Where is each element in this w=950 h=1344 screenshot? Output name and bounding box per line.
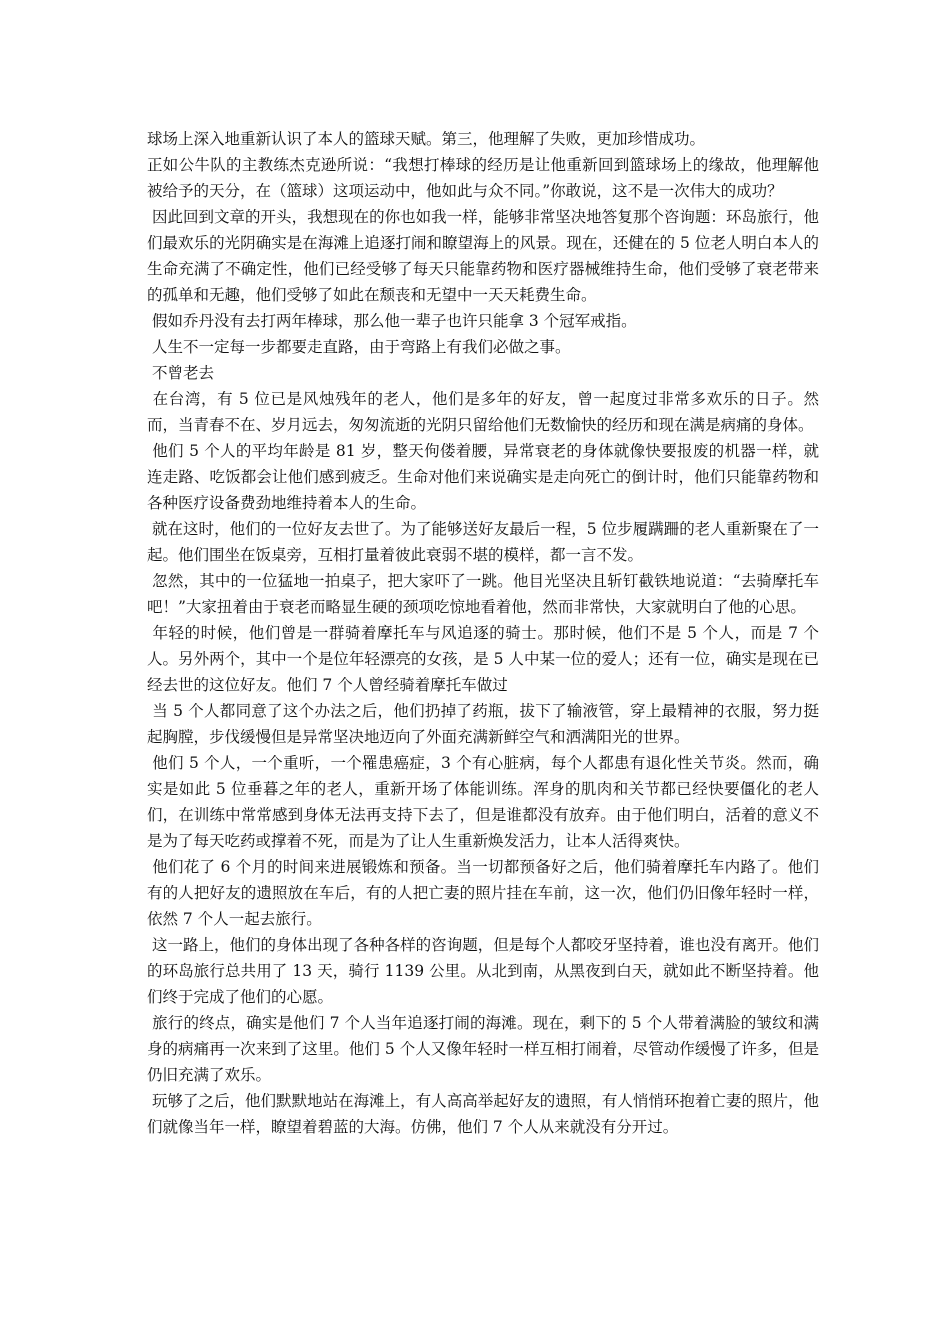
paragraph: 人生不一定每一步都要走直路，由于弯路上有我们必做之事。 — [147, 338, 571, 356]
paragraph: 这一路上，他们的身体出现了各种各样的咨询题，但是每个人都咬牙坚持着，谁也没有离开。他们的环岛旅行总共用了 13 天，骑行 1139 公里。从北到南，从黑夜到白天，就如此不断坚持着。他们终于完成了他们的心愿。 — [147, 936, 819, 1006]
paragraph: 他们花了 6 个月的时间来进展锻炼和预备。当一切都预备好之后，他们骑着摩托车内路了。他们有的人把好友的遗照放在车后，有的人把亡妻的照片挂在车前，这一次，他们仍旧像年轻时一样，依然 7 个人一起去旅行。 — [147, 858, 819, 928]
paragraph: 他们 5 个人，一个重听，一个罹患癌症，3 个有心脏病，每个人都患有退化性关节炎。然而，确实是如此 5 位垂暮之年的老人，重新开场了体能训练。浑身的肌肉和关节都已经快要僵化的老人们，在训练中常常感到身体无法再支持下去了，但是谁都没有放弃。由于他们明白，活着的意义不是为了每天吃药或撑着不死，而是为了让人生重新焕发活力，让本人活得爽快。 — [147, 754, 819, 850]
paragraph: 忽然，其中的一位猛地一拍桌子，把大家吓了一跳。他目光坚决且斩钉截铁地说道：“去骑摩托车吧！”大家扭着由于衰老而略显生硬的颈项吃惊地看着他，然而非常快，大家就明白了他的心思。 — [147, 572, 819, 616]
paragraph: 就在这时，他们的一位好友去世了。为了能够送好友最后一程，5 位步履蹒跚的老人重新聚在了一起。他们围坐在饭桌旁，互相打量着彼此衰弱不堪的模样，都一言不发。 — [147, 520, 819, 564]
paragraph: 假如乔丹没有去打两年棒球，那么他一辈子也许只能拿 3 个冠军戒指。 — [147, 312, 637, 330]
paragraph: 球场上深入地重新认识了本人的篮球天赋。第三，他理解了失败，更加珍惜成功。 — [147, 130, 706, 148]
paragraph: 当 5 个人都同意了这个办法之后，他们扔掉了药瓶，拔下了输液管，穿上最精神的衣服，努力挺起胸膛，步伐缓慢但是异常坚决地迈向了外面充满新鲜空气和洒满阳光的世界。 — [147, 702, 819, 746]
paragraph: 玩够了之后，他们默默地站在海滩上，有人高高举起好友的遗照，有人悄悄环抱着亡妻的照片，他们就像当年一样，瞭望着碧蓝的大海。仿佛，他们 7 个人从来就没有分开过。 — [147, 1092, 819, 1136]
paragraph: 他们 5 个人的平均年龄是 81 岁，整天佝偻着腰，异常衰老的身体就像快要报废的机器一样，就连走路、吃饭都会让他们感到疲乏。生命对他们来说确实是走向死亡的倒计时，他们只能靠药物和各种医疗设备费劲地维持着本人的生命。 — [147, 442, 820, 512]
document-body — [147, 126, 819, 1140]
paragraph: 年轻的时候，他们曾是一群骑着摩托车与风追逐的骑士。那时候，他们不是 5 个人，而是 7 个人。另外两个，其中一个是位年轻漂亮的女孩，是 5 人中某一位的爱人；还有一位，确实是现在已经去世的这位好友。他们 7 个人曾经骑着摩托车做过 — [147, 624, 819, 694]
paragraph: 旅行的终点，确实是他们 7 个人当年追逐打闹的海滩。现在，剩下的 5 个人带着满脸的皱纹和满身的病痛再一次来到了这里。他们 5 个人又像年轻时一样互相打闹着，尽管动作缓慢了许多，但是仍旧充满了欢乐。 — [147, 1014, 819, 1084]
section-heading: 不曾老去 — [147, 364, 214, 382]
paragraph: 在台湾，有 5 位已是风烛残年的老人，他们是多年的好友，曾一起度过非常多欢乐的日子。然而，当青春不在、岁月远去，匆匆流逝的光阴只留给他们无数愉快的经历和现在满是病痛的身体。 — [147, 390, 819, 434]
paragraph: 正如公牛队的主教练杰克逊所说：“我想打棒球的经历是让他重新回到篮球场上的缘故，他理解他被给予的天分，在（篮球）这项运动中，他如此与众不同。”你敢说，这不是一次伟大的成功？ — [147, 156, 819, 200]
paragraph: 因此回到文章的开头，我想现在的你也如我一样，能够非常坚决地答复那个咨询题：环岛旅行，他们最欢乐的光阴确实是在海滩上追逐打闹和瞭望海上的风景。现在，还健在的 5 位老人明白本人的生命充满了不确定性，他们已经受够了每天只能靠药物和医疗器械维持生命，他们受够了衰老带来的孤单和无趣，他们受够了如此在颓丧和无望中一天天耗费生命。 — [147, 208, 819, 304]
